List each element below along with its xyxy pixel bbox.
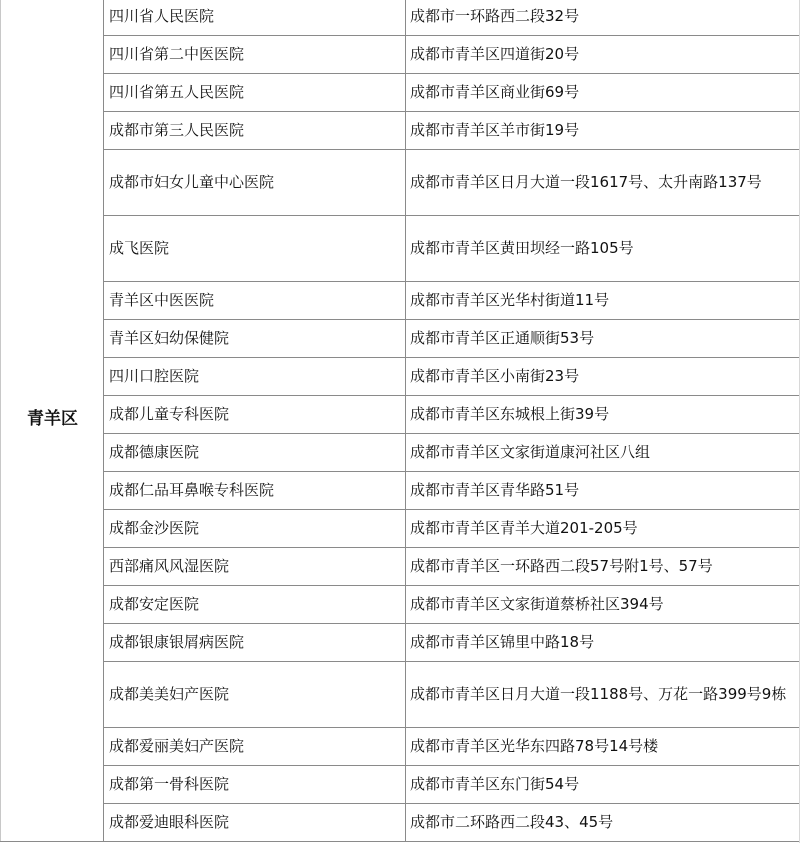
table-row <box>1 320 800 358</box>
table-row <box>1 804 800 842</box>
hospital-name: 成都美美妇产医院 <box>104 662 406 728</box>
hospital-address: 成都市青羊区东城根上街39号 <box>406 396 800 434</box>
table-row <box>1 548 800 586</box>
table-row <box>1 434 800 472</box>
hospital-address: 成都市青羊区一环路西二段57号附1号、57号 <box>406 548 800 586</box>
hospital-address: 成都市青羊区日月大道一段1188号、万花一路399号9栋 <box>406 662 800 728</box>
table-row <box>1 586 800 624</box>
hospital-name: 四川省第二中医医院 <box>104 36 406 74</box>
hospital-address: 成都市青羊区文家街道蔡桥社区394号 <box>406 586 800 624</box>
hospital-address: 成都市青羊区黄田坝经一路105号 <box>406 216 800 282</box>
hospital-name: 成都第一骨科医院 <box>104 766 406 804</box>
hospital-address: 成都市青羊区日月大道一段1617号、太升南路137号 <box>406 150 800 216</box>
hospital-address: 成都市青羊区羊市街19号 <box>406 112 800 150</box>
table-row <box>1 74 800 112</box>
table-row <box>1 216 800 282</box>
hospital-address: 成都市青羊区青华路51号 <box>406 472 800 510</box>
district-cell: 青羊区 <box>1 0 104 842</box>
hospital-address: 成都市青羊区光华村街道11号 <box>406 282 800 320</box>
hospital-name: 成都市第三人民医院 <box>104 112 406 150</box>
hospital-address: 成都市青羊区青羊大道201-205号 <box>406 510 800 548</box>
hospital-name: 成都银康银屑病医院 <box>104 624 406 662</box>
hospital-name: 成都市妇女儿童中心医院 <box>104 150 406 216</box>
hospital-address: 成都市青羊区四道街20号 <box>406 36 800 74</box>
hospital-address: 成都市二环路西二段43、45号 <box>406 804 800 842</box>
table-row <box>1 150 800 216</box>
table-row <box>1 662 800 728</box>
hospital-address: 成都市青羊区小南街23号 <box>406 358 800 396</box>
hospital-name: 成都安定医院 <box>104 586 406 624</box>
hospital-address: 成都市一环路西二段32号 <box>406 0 800 36</box>
hospital-name: 成都德康医院 <box>104 434 406 472</box>
hospital-address: 成都市青羊区东门街54号 <box>406 766 800 804</box>
hospital-name: 成都儿童专科医院 <box>104 396 406 434</box>
hospital-name: 四川口腔医院 <box>104 358 406 396</box>
table-row <box>1 728 800 766</box>
hospital-name: 青羊区中医医院 <box>104 282 406 320</box>
table-row <box>1 472 800 510</box>
table-row <box>1 36 800 74</box>
hospital-name: 成都爱迪眼科医院 <box>104 804 406 842</box>
table-row <box>1 510 800 548</box>
table-row <box>1 624 800 662</box>
table-row <box>1 0 800 36</box>
hospital-address: 成都市青羊区光华东四路78号14号楼 <box>406 728 800 766</box>
hospital-name: 西部痛风风湿医院 <box>104 548 406 586</box>
hospital-address: 成都市青羊区正通顺街53号 <box>406 320 800 358</box>
hospital-name: 四川省人民医院 <box>104 0 406 36</box>
table-row <box>1 766 800 804</box>
hospital-address: 成都市青羊区文家街道康河社区八组 <box>406 434 800 472</box>
hospital-name: 成飞医院 <box>104 216 406 282</box>
table-row <box>1 358 800 396</box>
table-row <box>1 112 800 150</box>
hospital-name: 成都爱丽美妇产医院 <box>104 728 406 766</box>
hospital-name: 青羊区妇幼保健院 <box>104 320 406 358</box>
table-row <box>1 282 800 320</box>
hospital-address: 成都市青羊区锦里中路18号 <box>406 624 800 662</box>
hospital-address: 成都市青羊区商业街69号 <box>406 74 800 112</box>
table-row <box>1 396 800 434</box>
hospital-name: 成都仁品耳鼻喉专科医院 <box>104 472 406 510</box>
hospital-name: 成都金沙医院 <box>104 510 406 548</box>
hospital-name: 四川省第五人民医院 <box>104 74 406 112</box>
